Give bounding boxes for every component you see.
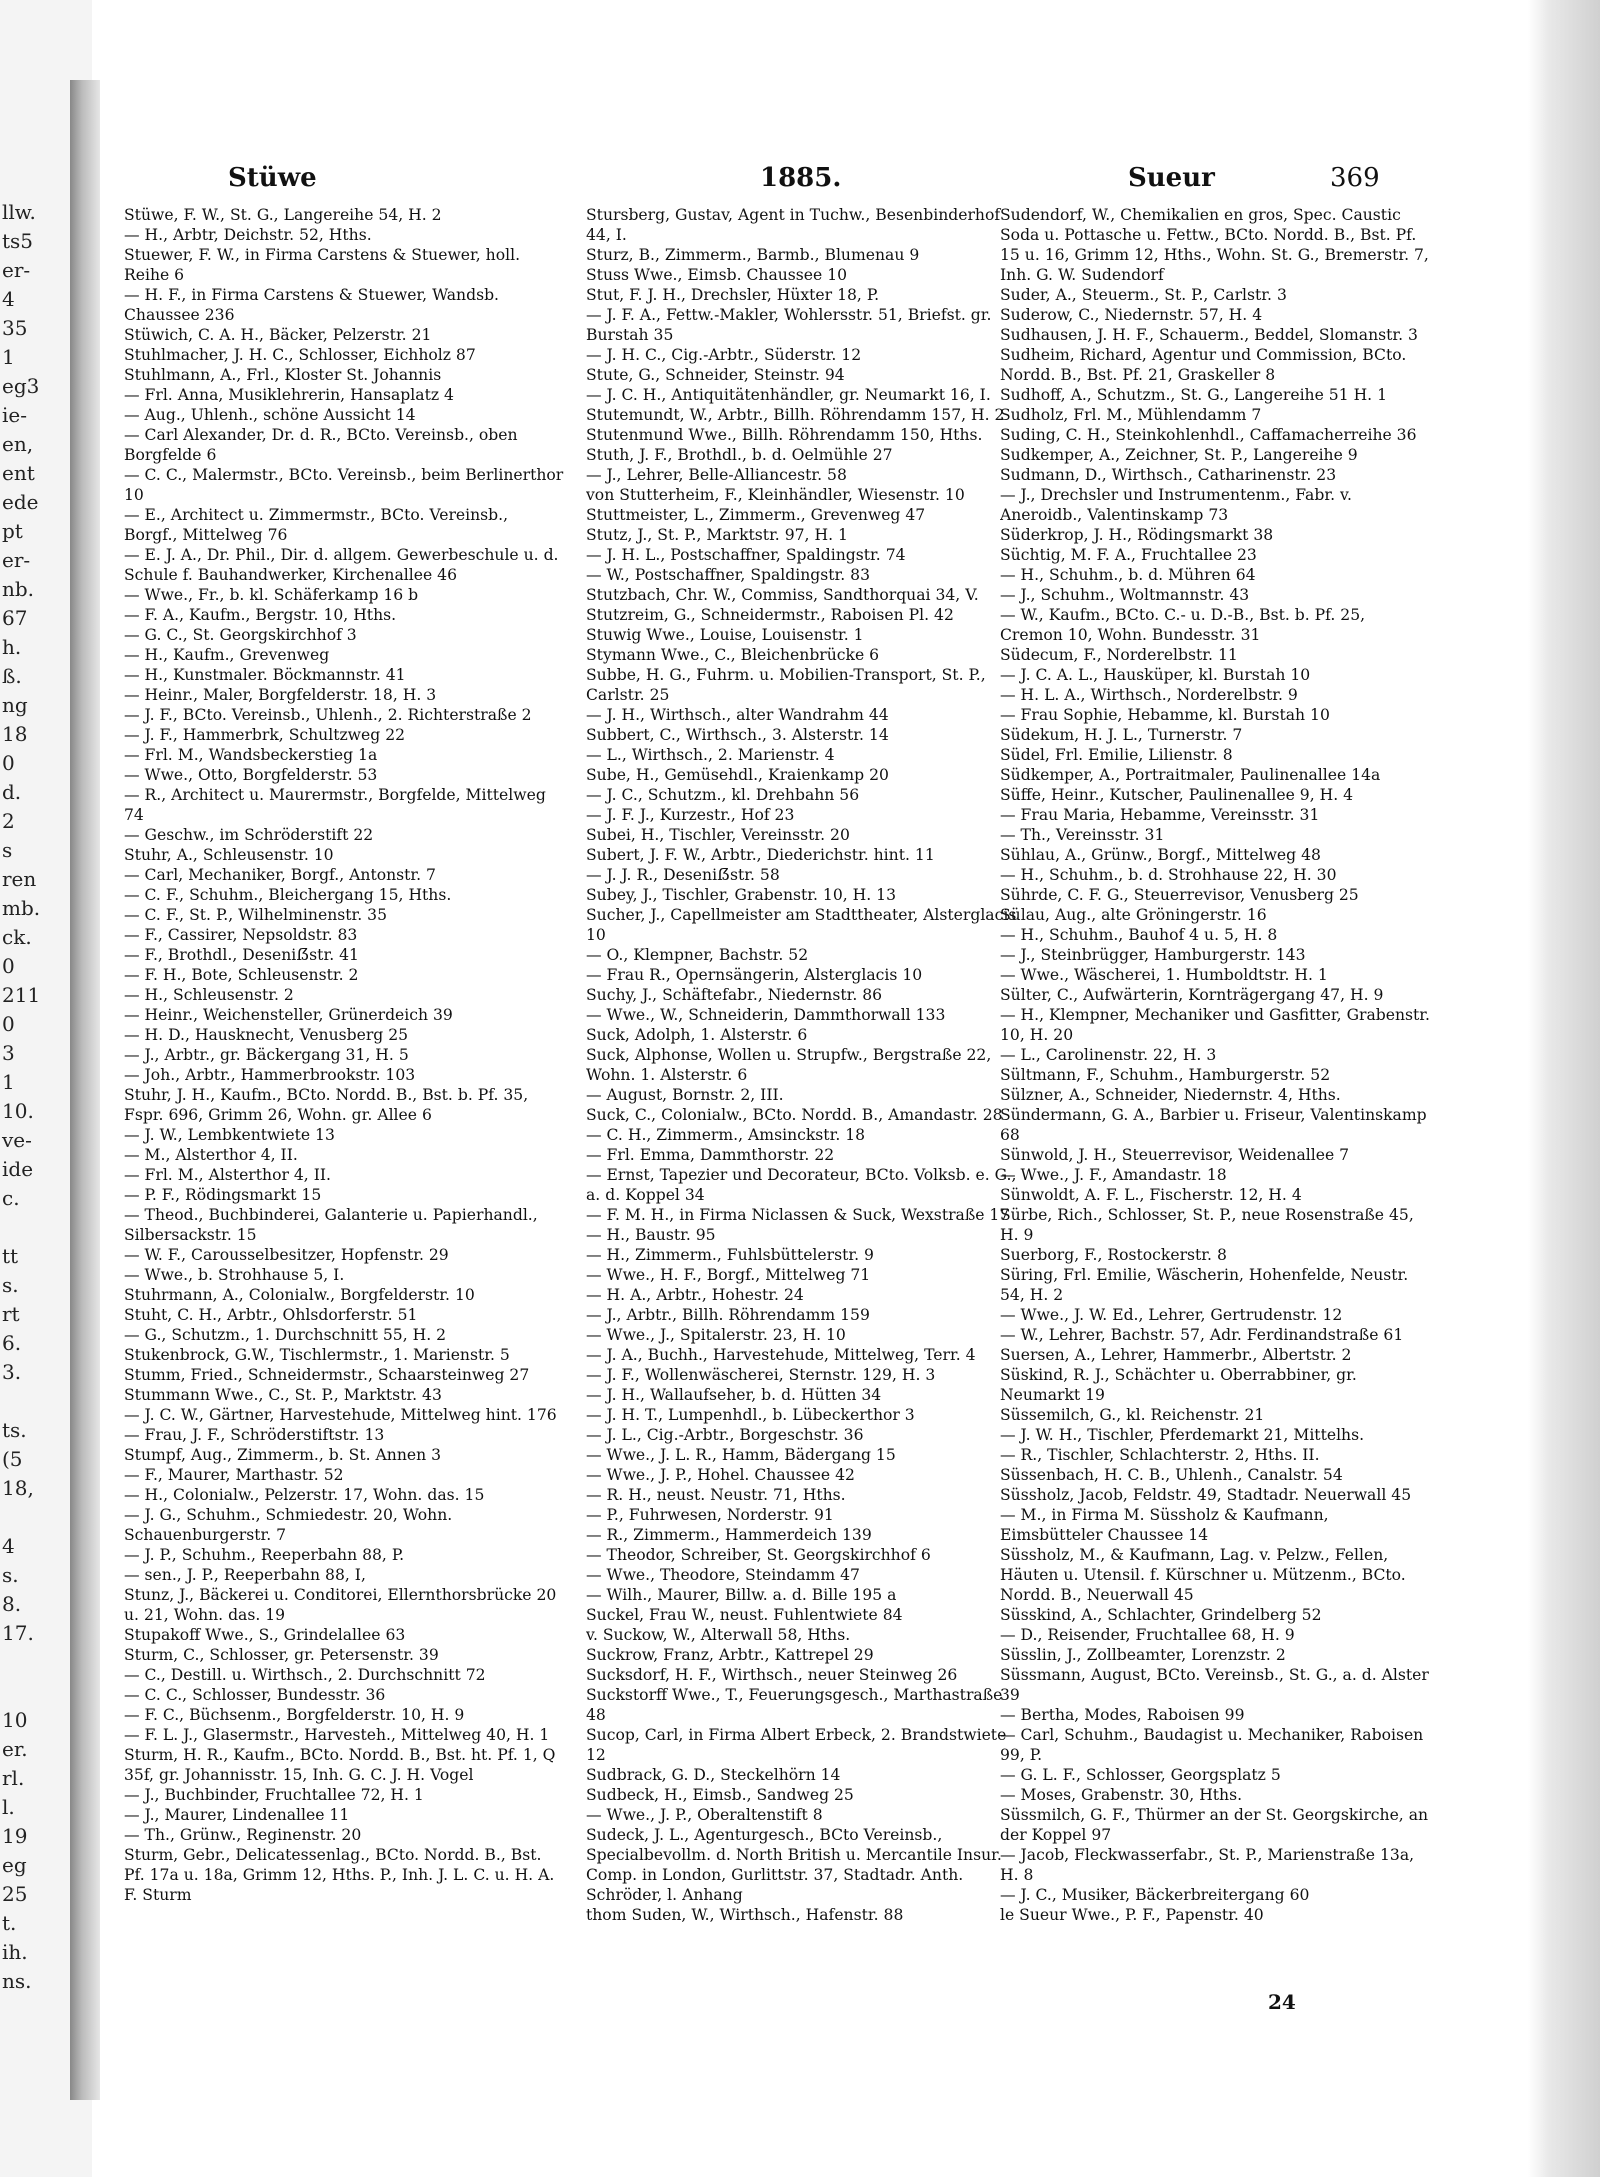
margin-fragment: 67	[2, 606, 28, 630]
margin-fragment: 10	[2, 1708, 28, 1732]
directory-entry: — Theod., Buchbinderei, Galanterie u. Papierhandl., Silbersackstr. 15	[124, 1206, 538, 1244]
directory-entry: — J., Arbtr., Billh. Röhrendamm 159	[586, 1306, 870, 1324]
margin-fragment: t.	[2, 1911, 17, 1935]
margin-fragment: ren	[2, 867, 37, 891]
directory-entry: — Wwe., J. W. Ed., Lehrer, Gertrudenstr. 12	[1000, 1306, 1343, 1324]
directory-entry: Stymann Wwe., C., Bleichenbrücke 6	[586, 646, 880, 664]
directory-entry: — Wwe., J. P., Hohel. Chaussee 42	[586, 1466, 855, 1484]
directory-entry: Sturm, Gebr., Delicatessenlag., BCto. Nordd. B., Bst. Pf. 17a u. 18a, Grimm 12, Hths. P., Inh. J. L. C. u. H. A. F. Sturm	[124, 1846, 555, 1904]
directory-entry: — Wwe., J., Spitalerstr. 23, H. 10	[586, 1326, 846, 1344]
directory-entry: — J. H., Wallaufseher, b. d. Hütten 34	[586, 1386, 882, 1404]
directory-entry: Stuhr, J. H., Kaufm., BCto. Nordd. B., Bst. b. Pf. 35, Fspr. 696, Grimm 26, Wohn. gr. Allee 6	[124, 1086, 529, 1124]
directory-entry: Sucop, Carl, in Firma Albert Erbeck, 2. Brandstwiete 12	[586, 1726, 1007, 1764]
margin-fragment: ide	[2, 1157, 34, 1181]
directory-entry: Sülzner, A., Schneider, Niedernstr. 4, Hths.	[1000, 1086, 1341, 1104]
directory-entry: — sen., J. P., Reeperbahn 88, I,	[124, 1566, 366, 1584]
directory-entry: — P. F., Rödingsmarkt 15	[124, 1186, 322, 1204]
directory-entry: — F., Brothdl., Deseniẞstr. 41	[124, 946, 359, 964]
directory-entry: — Frl. Emma, Dammthorstr. 22	[586, 1146, 835, 1164]
directory-entry: v. Suckow, W., Alterwall 58, Hths.	[586, 1626, 851, 1644]
margin-fragment: s.	[2, 1563, 19, 1587]
margin-fragment: ie-	[2, 403, 27, 427]
directory-entry: Sülter, C., Aufwärterin, Kornträgergang 47, H. 9	[1000, 986, 1384, 1004]
directory-entry: Stunz, J., Bäckerei u. Conditorei, Ellernthorsbrücke 20 u. 21, Wohn. das. 19	[124, 1586, 557, 1624]
column-2	[586, 205, 1018, 1985]
directory-entry: Sturz, B., Zimmerm., Barmb., Blumenau 9	[586, 246, 920, 264]
directory-entry: Suck, C., Colonialw., BCto. Nordd. B., Amandastr. 28	[586, 1106, 1003, 1124]
directory-entry: — F. A., Kaufm., Bergstr. 10, Hths.	[124, 606, 397, 624]
directory-entry: Stuht, C. H., Arbtr., Ohlsdorferstr. 51	[124, 1306, 418, 1324]
directory-entry: — Wwe., H. F., Borgf., Mittelweg 71	[586, 1266, 871, 1284]
directory-entry: — Wwe., Theodore, Steindamm 47	[586, 1566, 860, 1584]
directory-entry: — Moses, Grabenstr. 30, Hths.	[1000, 1786, 1243, 1804]
margin-fragment: rt	[2, 1302, 20, 1326]
directory-entry: — Wwe., Fr., b. kl. Schäferkamp 16 b	[124, 586, 419, 604]
margin-fragment: eg3	[2, 374, 40, 398]
directory-entry: Suckel, Frau W., neust. Fuhlentwiete 84	[586, 1606, 903, 1624]
margin-fragment: 6.	[2, 1331, 22, 1355]
directory-entry: — G. C., St. Georgskirchhof 3	[124, 626, 357, 644]
directory-entry: Stuhlmann, A., Frl., Kloster St. Johannis	[124, 366, 442, 384]
margin-fragment: 1	[2, 1070, 15, 1094]
margin-fragment: er.	[2, 1737, 28, 1761]
header-left-word: Stüwe	[228, 163, 317, 193]
directory-entry: — Frau, J. F., Schröderstiftstr. 13	[124, 1426, 385, 1444]
directory-entry: — F. C., Büchsenm., Borgfelderstr. 10, H. 9	[124, 1706, 465, 1724]
directory-entry: — J. C. A. L., Hausküper, kl. Burstah 10	[1000, 666, 1311, 684]
directory-entry: — D., Reisender, Fruchtallee 68, H. 9	[1000, 1626, 1295, 1644]
directory-entry: Stumm, Fried., Schneidermstr., Schaarsteinweg 27	[124, 1366, 530, 1384]
directory-entry: — P., Fuhrwesen, Norderstr. 91	[586, 1506, 834, 1524]
directory-entry: Südel, Frl. Emilie, Lilienstr. 8	[1000, 746, 1233, 764]
margin-fragment: ß.	[2, 664, 22, 688]
directory-entry: — W., Kaufm., BCto. C.- u. D.-B., Bst. b. Pf. 25, Cremon 10, Wohn. Bundesstr. 31	[1000, 606, 1366, 644]
directory-entry: Stute, G., Schneider, Steinstr. 94	[586, 366, 845, 384]
directory-entry: Sturm, C., Schlosser, gr. Petersenstr. 39	[124, 1646, 439, 1664]
directory-entry: — H., Kunstmaler. Böckmannstr. 41	[124, 666, 406, 684]
directory-entry: — Wwe., J. L. R., Hamm, Bädergang 15	[586, 1446, 896, 1464]
directory-entry: — J. J. R., Deseniẞstr. 58	[586, 866, 780, 884]
directory-entry: — J. C., Musiker, Bäckerbreitergang 60	[1000, 1886, 1310, 1904]
margin-fragment: llw.	[2, 200, 36, 224]
directory-entry: — Frau Maria, Hebamme, Vereinsstr. 31	[1000, 806, 1320, 824]
margin-fragment: ck.	[2, 925, 32, 949]
footer-signature: 24	[1268, 1990, 1296, 2014]
margin-fragment: 35	[2, 316, 28, 340]
margin-fragment: ng	[2, 693, 28, 717]
directory-entry: Suckstorff Wwe., T., Feuerungsgesch., Marthastraße 48	[586, 1686, 1003, 1724]
margin-fragment: ts5	[2, 229, 34, 253]
directory-entry: — H., Colonialw., Pelzerstr. 17, Wohn. das. 15	[124, 1486, 485, 1504]
directory-entry: — Th., Vereinsstr. 31	[1000, 826, 1165, 844]
directory-entry: — R., Architect u. Maurermstr., Borgfelde, Mittelweg 74	[124, 786, 546, 824]
directory-entry: Suerborg, F., Rostockerstr. 8	[1000, 1246, 1227, 1264]
directory-entry: Subey, J., Tischler, Grabenstr. 10, H. 13	[586, 886, 897, 904]
directory-entry: Suersen, A., Lehrer, Hammerbr., Albertstr. 2	[1000, 1346, 1352, 1364]
margin-fragment: 3.	[2, 1360, 22, 1384]
directory-entry: — J. L., Cig.-Arbtr., Borgeschstr. 36	[586, 1426, 864, 1444]
directory-entry: Stummann Wwe., C., St. P., Marktstr. 43	[124, 1386, 442, 1404]
margin-fragment: 19	[2, 1824, 28, 1848]
directory-entry: — J. F. A., Fettw.-Makler, Wohlersstr. 51, Briefst. gr. Burstah 35	[586, 306, 992, 344]
directory-entry: — W., Lehrer, Bachstr. 57, Adr. Ferdinandstraße 61	[1000, 1326, 1404, 1344]
directory-entry: — J., Maurer, Lindenallee 11	[124, 1806, 350, 1824]
margin-fragment: 211	[2, 983, 41, 1007]
directory-entry: — O., Klempner, Bachstr. 52	[586, 946, 809, 964]
directory-entry: — H., Zimmerm., Fuhlsbüttelerstr. 9	[586, 1246, 874, 1264]
directory-entry: — H., Baustr. 95	[586, 1226, 716, 1244]
directory-entry: — R. H., neust. Neustr. 71, Hths.	[586, 1486, 846, 1504]
directory-entry: Stutemundt, W., Arbtr., Billh. Röhrendamm 157, H. 2	[586, 406, 1005, 424]
directory-entry: Stukenbrock, G.W., Tischlermstr., 1. Marienstr. 5	[124, 1346, 510, 1364]
directory-entry: Sudbrack, G. D., Steckelhörn 14	[586, 1766, 841, 1784]
margin-fragment: l.	[2, 1795, 15, 1819]
margin-fragment: nb.	[2, 577, 35, 601]
directory-entry: — Th., Grünw., Reginenstr. 20	[124, 1826, 362, 1844]
directory-entry: Suckrow, Franz, Arbtr., Kattrepel 29	[586, 1646, 874, 1664]
margin-fragment: 0	[2, 954, 15, 978]
directory-entry: — Frl. M., Alsterthor 4, II.	[124, 1166, 331, 1184]
directory-entry: Suding, C. H., Steinkohlenhdl., Caffamacherreihe 36	[1000, 426, 1417, 444]
margin-fragment: ve-	[2, 1128, 32, 1152]
column-1	[124, 205, 564, 1985]
directory-entry: — J., Drechsler und Instrumentenm., Fabr. v. Aneroidb., Valentinskamp 73	[1000, 486, 1352, 524]
directory-entry: Südecum, F., Norderelbstr. 11	[1000, 646, 1238, 664]
directory-entry: le Sueur Wwe., P. F., Papenstr. 40	[1000, 1906, 1264, 1924]
margin-fragment: 8.	[2, 1592, 22, 1616]
directory-entry: Sudeck, J. L., Agenturgesch., BCto Vereinsb., Specialbevollm. d. North British u. Mercantile Insur. Comp. in London, Gurlittstr. 37, Stadtadr. Anth. Schröder, l. Anhang	[586, 1826, 1002, 1904]
directory-entry: Stuth, J. F., Brothdl., b. d. Oelmühle 27	[586, 446, 893, 464]
margin-fragment: 17.	[2, 1621, 34, 1645]
directory-entry: Sucksdorf, H. F., Wirthsch., neuer Steinweg 26	[586, 1666, 958, 1684]
margin-fragment: ns.	[2, 1969, 32, 1993]
directory-entry: — R., Tischler, Schlachterstr. 2, Hths. II.	[1000, 1446, 1320, 1464]
directory-entry: — J. F., Hammerbrk, Schultzweg 22	[124, 726, 406, 744]
directory-entry: Süffe, Heinr., Kutscher, Paulinenallee 9, H. 4	[1000, 786, 1354, 804]
directory-entry: — H., Schleusenstr. 2	[124, 986, 294, 1004]
margin-fragment: c.	[2, 1186, 20, 1210]
directory-entry: — L., Wirthsch., 2. Marienstr. 4	[586, 746, 835, 764]
directory-entry: Stutz, J., St. P., Marktstr. 97, H. 1	[586, 526, 848, 544]
directory-entry: Sudholz, Frl. M., Mühlendamm 7	[1000, 406, 1262, 424]
margin-fragment: ede	[2, 490, 39, 514]
margin-fragment: ts.	[2, 1418, 27, 1442]
directory-entry: — Geschw., im Schröderstift 22	[124, 826, 374, 844]
directory-entry: — Frl. Anna, Musiklehrerin, Hansaplatz 4	[124, 386, 454, 404]
directory-entry: — J., Schuhm., Woltmannstr. 43	[1000, 586, 1250, 604]
directory-entry: — Heinr., Weichensteller, Grünerdeich 39	[124, 1006, 453, 1024]
directory-entry: Sturm, H. R., Kaufm., BCto. Nordd. B., Bst. ht. Pf. 1, Q 35f, gr. Johannisstr. 15, Inh. G. C. J. H. Vogel	[124, 1746, 556, 1784]
directory-entry: — Wwe., Wäscherei, 1. Humboldtstr. H. 1	[1000, 966, 1328, 984]
directory-entry: Süring, Frl. Emilie, Wäscherin, Hohenfelde, Neustr. 54, H. 2	[1000, 1266, 1409, 1304]
directory-entry: Sudheim, Richard, Agentur und Commission, BCto. Nordd. B., Bst. Pf. 21, Graskeller 8	[1000, 346, 1407, 384]
directory-entry: — G. L. F., Schlosser, Georgsplatz 5	[1000, 1766, 1281, 1784]
directory-entry: — Wilh., Maurer, Billw. a. d. Bille 195 a	[586, 1586, 897, 1604]
directory-entry: — H. A., Arbtr., Hohestr. 24	[586, 1286, 804, 1304]
directory-entry: — J. C. H., Antiquitätenhändler, gr. Neumarkt 16, I.	[586, 386, 991, 404]
directory-entry: — August, Bornstr. 2, III.	[586, 1086, 784, 1104]
directory-entry: — J., Lehrer, Belle-Alliancestr. 58	[586, 466, 847, 484]
directory-entry: — H. D., Hausknecht, Venusberg 25	[124, 1026, 409, 1044]
margin-fragment: 25	[2, 1882, 28, 1906]
margin-fragment: pt	[2, 519, 23, 543]
directory-entry: — Ernst, Tapezier und Decorateur, BCto. Volksb. e. G., a. d. Koppel 34	[586, 1166, 1017, 1204]
directory-entry: — J., Buchbinder, Fruchtallee 72, H. 1	[124, 1786, 424, 1804]
margin-fragment: 1	[2, 345, 15, 369]
margin-fragment: rl.	[2, 1766, 25, 1790]
directory-entry: Süsskind, A., Schlachter, Grindelberg 52	[1000, 1606, 1322, 1624]
directory-entry: Sudendorf, W., Chemikalien en gros, Spec. Caustic Soda u. Pottasche u. Fettw., BCto. Nordd. B., Bst. Pf. 15 u. 16, Grimm 12, Hths., Wohn. St. G., Bremerstr. 7, Inh. G. W. Sudendorf	[1000, 206, 1429, 284]
directory-entry: — J. F. J., Kurzestr., Hof 23	[586, 806, 795, 824]
directory-entry: Süssholz, Jacob, Feldstr. 49, Stadtadr. Neuerwall 45	[1000, 1486, 1412, 1504]
directory-entry: — Jacob, Fleckwasserfabr., St. P., Marienstraße 13a, H. 8	[1000, 1846, 1415, 1884]
margin-fragment: d.	[2, 780, 22, 804]
margin-fragment: ent	[2, 461, 35, 485]
directory-entry: Stuhr, A., Schleusenstr. 10	[124, 846, 334, 864]
directory-entry: Sucher, J., Capellmeister am Stadttheater, Alsterglacis 10	[586, 906, 1017, 944]
directory-entry: — H. L. A., Wirthsch., Norderelbstr. 9	[1000, 686, 1298, 704]
directory-entry: — J. W. H., Tischler, Pferdemarkt 21, Mittelhs.	[1000, 1426, 1365, 1444]
directory-entry: — F., Maurer, Marthastr. 52	[124, 1466, 344, 1484]
directory-entry: Sube, H., Gemüsehdl., Kraienkamp 20	[586, 766, 889, 784]
directory-entry: Süskind, R. J., Schächter u. Oberrabbiner, gr. Neumarkt 19	[1000, 1366, 1357, 1404]
directory-entry: — F., Cassirer, Nepsoldstr. 83	[124, 926, 358, 944]
directory-entry: Stursberg, Gustav, Agent in Tuchw., Besenbinderhof 44, I.	[586, 206, 1001, 244]
directory-entry: Suderow, C., Niedernstr. 57, H. 4	[1000, 306, 1263, 324]
directory-entry: Stuwig Wwe., Louise, Louisenstr. 1	[586, 626, 864, 644]
directory-entry: Süssholz, M., & Kaufmann, Lag. v. Pelzw., Fellen, Häuten u. Utensil. f. Kürschner u. Mützenm., BCto. Nordd. B., Neuerwall 45	[1000, 1546, 1406, 1604]
directory-entry: — Frau Sophie, Hebamme, kl. Burstah 10	[1000, 706, 1330, 724]
directory-entry: — C. F., Schuhm., Bleichergang 15, Hths.	[124, 886, 452, 904]
directory-entry: Sültmann, F., Schuhm., Hamburgerstr. 52	[1000, 1066, 1331, 1084]
header-right-word: Sueur	[1128, 163, 1215, 193]
directory-entry: — F. H., Bote, Schleusenstr. 2	[124, 966, 359, 984]
directory-entry: — F. L. J., Glasermstr., Harvesteh., Mittelweg 40, H. 1	[124, 1726, 550, 1744]
margin-fragment: er-	[2, 258, 31, 282]
directory-entry: Stuttmeister, L., Zimmerm., Grevenweg 47	[586, 506, 926, 524]
directory-entry: — Joh., Arbtr., Hammerbrookstr. 103	[124, 1066, 416, 1084]
directory-entry: — J. H. L., Postschaffner, Spaldingstr. 74	[586, 546, 906, 564]
directory-entry: — H. F., in Firma Carstens & Stuewer, Wandsb. Chaussee 236	[124, 286, 500, 324]
page-right-edge	[1528, 0, 1600, 2177]
directory-entry: — Carl Alexander, Dr. d. R., BCto. Vereinsb., oben Borgfelde 6	[124, 426, 518, 464]
directory-entry: Süssmilch, G. F., Thürmer an der St. Georgskirche, an der Koppel 97	[1000, 1806, 1429, 1844]
directory-entry: Stüwe, F. W., St. G., Langereihe 54, H. 2	[124, 206, 442, 224]
margin-fragment: ih.	[2, 1940, 28, 1964]
directory-entry: — F. M. H., in Firma Niclassen & Suck, Wexstraße 17	[586, 1206, 1010, 1224]
directory-entry: Sühlau, A., Grünw., Borgf., Mittelweg 48	[1000, 846, 1321, 864]
directory-entry: von Stutterheim, F., Kleinhändler, Wiesenstr. 10	[586, 486, 965, 504]
directory-entry: Sülau, Aug., alte Gröningerstr. 16	[1000, 906, 1267, 924]
margin-fragment: eg	[2, 1853, 27, 1877]
directory-entry: — H., Schuhm., Bauhof 4 u. 5, H. 8	[1000, 926, 1278, 944]
directory-entry: — Theodor, Schreiber, St. Georgskirchhof 6	[586, 1546, 931, 1564]
directory-entry: — H., Schuhm., b. d. Mühren 64	[1000, 566, 1256, 584]
margin-fragment: 2	[2, 809, 15, 833]
directory-entry: Subei, H., Tischler, Vereinsstr. 20	[586, 826, 850, 844]
directory-entry: — M., Alsterthor 4, II.	[124, 1146, 298, 1164]
margin-fragment: mb.	[2, 896, 41, 920]
directory-entry: — C. H., Zimmerm., Amsinckstr. 18	[586, 1126, 866, 1144]
directory-entry: Süsslin, J., Zollbeamter, Lorenzstr. 2	[1000, 1646, 1286, 1664]
directory-entry: — H., Klempner, Mechaniker und Gasfitter, Grabenstr. 10, H. 20	[1000, 1006, 1430, 1044]
directory-entry: Stuhlmacher, J. H. C., Schlosser, Eichholz 87	[124, 346, 476, 364]
directory-entry: — Frau R., Opernsängerin, Alsterglacis 10	[586, 966, 923, 984]
margin-fragment: 18,	[2, 1476, 34, 1500]
directory-entry: — E., Architect u. Zimmermstr., BCto. Vereinsb., Borgf., Mittelweg 76	[124, 506, 509, 544]
directory-entry: Subbe, H. G., Fuhrm. u. Mobilien-Transport, St. P., Carlstr. 25	[586, 666, 986, 704]
directory-entry: — J. P., Schuhm., Reeperbahn 88, P.	[124, 1546, 405, 1564]
directory-entry: — Wwe., b. Strohhause 5, I.	[124, 1266, 345, 1284]
directory-entry: — Carl, Mechaniker, Borgf., Antonstr. 7	[124, 866, 436, 884]
directory-entry: Sudhoff, A., Schutzm., St. G., Langereihe 51 H. 1	[1000, 386, 1388, 404]
directory-entry: Subert, J. F. W., Arbtr., Diederichstr. hint. 11	[586, 846, 935, 864]
margin-fragment: 0	[2, 1012, 15, 1036]
directory-entry: — C., Destill. u. Wirthsch., 2. Durchschnitt 72	[124, 1666, 486, 1684]
directory-entry: — J. C., Schutzm., kl. Drehbahn 56	[586, 786, 860, 804]
directory-entry: — J. G., Schuhm., Schmiedestr. 20, Wohn. Schauenburgerstr. 7	[124, 1506, 453, 1544]
directory-entry: — C. F., St. P., Wilhelminenstr. 35	[124, 906, 388, 924]
directory-entry: — C. C., Malermstr., BCto. Vereinsb., beim Berlinerthor 10	[124, 466, 564, 504]
margin-fragment: 10.	[2, 1099, 34, 1123]
directory-entry: — J., Arbtr., gr. Bäckergang 31, H. 5	[124, 1046, 409, 1064]
directory-entry: — Wwe., J. P., Oberaltenstift 8	[586, 1806, 823, 1824]
directory-entry: — M., in Firma M. Süssholz & Kaufmann, Eimsbütteler Chaussee 14	[1000, 1506, 1329, 1544]
directory-entry: Sührde, C. F. G., Steuerrevisor, Venusberg 25	[1000, 886, 1359, 904]
directory-entry: thom Suden, W., Wirthsch., Hafenstr. 88	[586, 1906, 904, 1924]
directory-entry: Südkemper, A., Portraitmaler, Paulinenallee 14a	[1000, 766, 1381, 784]
margin-fragment: h.	[2, 635, 22, 659]
directory-entry: — Heinr., Maler, Borgfelderstr. 18, H. 3	[124, 686, 437, 704]
directory-entry: Suck, Adolph, 1. Alsterstr. 6	[586, 1026, 808, 1044]
directory-entry: Sudbeck, H., Eimsb., Sandweg 25	[586, 1786, 854, 1804]
directory-entry: — Carl, Schuhm., Baudagist u. Mechaniker, Raboisen 99, P.	[1000, 1726, 1424, 1764]
margin-fragment: tt	[2, 1244, 19, 1268]
directory-entry: — W., Postschaffner, Spaldingstr. 83	[586, 566, 871, 584]
directory-entry: — Wwe., W., Schneiderin, Dammthorwall 133	[586, 1006, 946, 1024]
directory-entry: — Wwe., J. F., Amandastr. 18	[1000, 1166, 1227, 1184]
directory-entry: Stutzbach, Chr. W., Commiss, Sandthorquai 34, V.	[586, 586, 979, 604]
margin-fragment: 0	[2, 751, 15, 775]
directory-entry: Sürbe, Rich., Schlosser, St. P., neue Rosenstraße 45, H. 9	[1000, 1206, 1414, 1244]
directory-entry: Sudhausen, J. H. F., Schauerm., Beddel, Slomanstr. 3	[1000, 326, 1418, 344]
margin-fragment: en,	[2, 432, 34, 456]
directory-entry: Sudmann, D., Wirthsch., Catharinenstr. 23	[1000, 466, 1337, 484]
directory-entry: — H., Arbtr, Deichstr. 52, Hths.	[124, 226, 372, 244]
margin-fragment: 4	[2, 1534, 15, 1558]
margin-fragment: s	[2, 838, 13, 862]
directory-entry: — J. W., Lembkentwiete 13	[124, 1126, 335, 1144]
column-3	[1000, 205, 1432, 1985]
directory-entry: — C. C., Schlosser, Bundesstr. 36	[124, 1686, 386, 1704]
directory-entry: — E. J. A., Dr. Phil., Dir. d. allgem. Gewerbeschule u. d. Schule f. Bauhandwerker, Kirchenallee 46	[124, 546, 559, 584]
directory-entry: Suck, Alphonse, Wollen u. Strupfw., Bergstraße 22, Wohn. 1. Alsterstr. 6	[586, 1046, 992, 1084]
directory-entry: Subbert, C., Wirthsch., 3. Alsterstr. 14	[586, 726, 889, 744]
directory-entry: Süssmann, August, BCto. Vereinsb., St. G., a. d. Alster 39	[1000, 1666, 1429, 1704]
margin-fragment: s.	[2, 1273, 19, 1297]
margin-fragment: (5	[2, 1447, 23, 1471]
directory-entry: Suder, A., Steuerm., St. P., Carlstr. 3	[1000, 286, 1287, 304]
directory-entry: — H., Kaufm., Grevenweg	[124, 646, 330, 664]
directory-entry: — J. C. W., Gärtner, Harvestehude, Mittelweg hint. 176	[124, 1406, 557, 1424]
directory-entry: — J. A., Buchh., Harvestehude, Mittelweg, Terr. 4	[586, 1346, 976, 1364]
directory-entry: Stutzreim, G., Schneidermstr., Raboisen Pl. 42	[586, 606, 954, 624]
directory-entry: Sünwoldt, A. F. L., Fischerstr. 12, H. 4	[1000, 1186, 1302, 1204]
directory-entry: — G., Schutzm., 1. Durchschnitt 55, H. 2	[124, 1326, 447, 1344]
directory-entry: Sünwold, J. H., Steuerrevisor, Weidenallee 7	[1000, 1146, 1350, 1164]
directory-entry: — L., Carolinenstr. 22, H. 3	[1000, 1046, 1217, 1064]
directory-entry: Süchtig, M. F. A., Fruchtallee 23	[1000, 546, 1257, 564]
margin-fragment: 4	[2, 287, 15, 311]
directory-entry: — J., Steinbrügger, Hamburgerstr. 143	[1000, 946, 1306, 964]
directory-entry: — Aug., Uhlenh., schöne Aussicht 14	[124, 406, 416, 424]
directory-entry: Süssemilch, G., kl. Reichenstr. 21	[1000, 1406, 1265, 1424]
directory-entry: Stupakoff Wwe., S., Grindelallee 63	[124, 1626, 406, 1644]
directory-entry: Stuewer, F. W., in Firma Carstens & Stuewer, holl. Reihe 6	[124, 246, 521, 284]
directory-entry: Stutenmund Wwe., Billh. Röhrendamm 150, Hths.	[586, 426, 983, 444]
margin-fragment: er-	[2, 548, 31, 572]
directory-entry: — Frl. M., Wandsbeckerstieg 1a	[124, 746, 378, 764]
directory-entry: — Bertha, Modes, Raboisen 99	[1000, 1706, 1245, 1724]
directory-entry: — Wwe., Otto, Borgfelderstr. 53	[124, 766, 378, 784]
directory-entry: — J. F., BCto. Vereinsb., Uhlenh., 2. Richterstraße 2	[124, 706, 532, 724]
directory-entry: Süssenbach, H. C. B., Uhlenh., Canalstr. 54	[1000, 1466, 1343, 1484]
margin-fragment: 18	[2, 722, 28, 746]
directory-entry: Sündermann, G. A., Barbier u. Friseur, Valentinskamp 68	[1000, 1106, 1427, 1144]
directory-entry: — J. F., Wollenwäscherei, Sternstr. 129, H. 3	[586, 1366, 936, 1384]
book-gutter	[70, 80, 100, 2100]
directory-entry: Suchy, J., Schäftefabr., Niedernstr. 86	[586, 986, 883, 1004]
directory-entry: — H., Schuhm., b. d. Strohhause 22, H. 30	[1000, 866, 1337, 884]
directory-entry: Stut, F. J. H., Drechsler, Hüxter 18, P.	[586, 286, 880, 304]
directory-entry: — J. H. C., Cig.-Arbtr., Süderstr. 12	[586, 346, 862, 364]
directory-entry: Stumpf, Aug., Zimmerm., b. St. Annen 3	[124, 1446, 442, 1464]
directory-entry: Sudkemper, A., Zeichner, St. P., Langereihe 9	[1000, 446, 1358, 464]
directory-entry: — R., Zimmerm., Hammerdeich 139	[586, 1526, 872, 1544]
directory-entry: Süderkrop, J. H., Rödingsmarkt 38	[1000, 526, 1274, 544]
directory-entry: — J. H. T., Lumpenhdl., b. Lübeckerthor 3	[586, 1406, 915, 1424]
directory-entry: Südekum, H. J. L., Turnerstr. 7	[1000, 726, 1243, 744]
directory-entry: — J. H., Wirthsch., alter Wandrahm 44	[586, 706, 889, 724]
header-year: 1885.	[760, 163, 842, 193]
directory-entry: — W. F., Carousselbesitzer, Hopfenstr. 29	[124, 1246, 449, 1264]
directory-entry: Stuhrmann, A., Colonialw., Borgfelderstr. 10	[124, 1286, 475, 1304]
page-number: 369	[1330, 163, 1380, 193]
directory-entry: Stüwich, C. A. H., Bäcker, Pelzerstr. 21	[124, 326, 432, 344]
margin-fragment: 3	[2, 1041, 15, 1065]
directory-entry: Stuss Wwe., Eimsb. Chaussee 10	[586, 266, 848, 284]
